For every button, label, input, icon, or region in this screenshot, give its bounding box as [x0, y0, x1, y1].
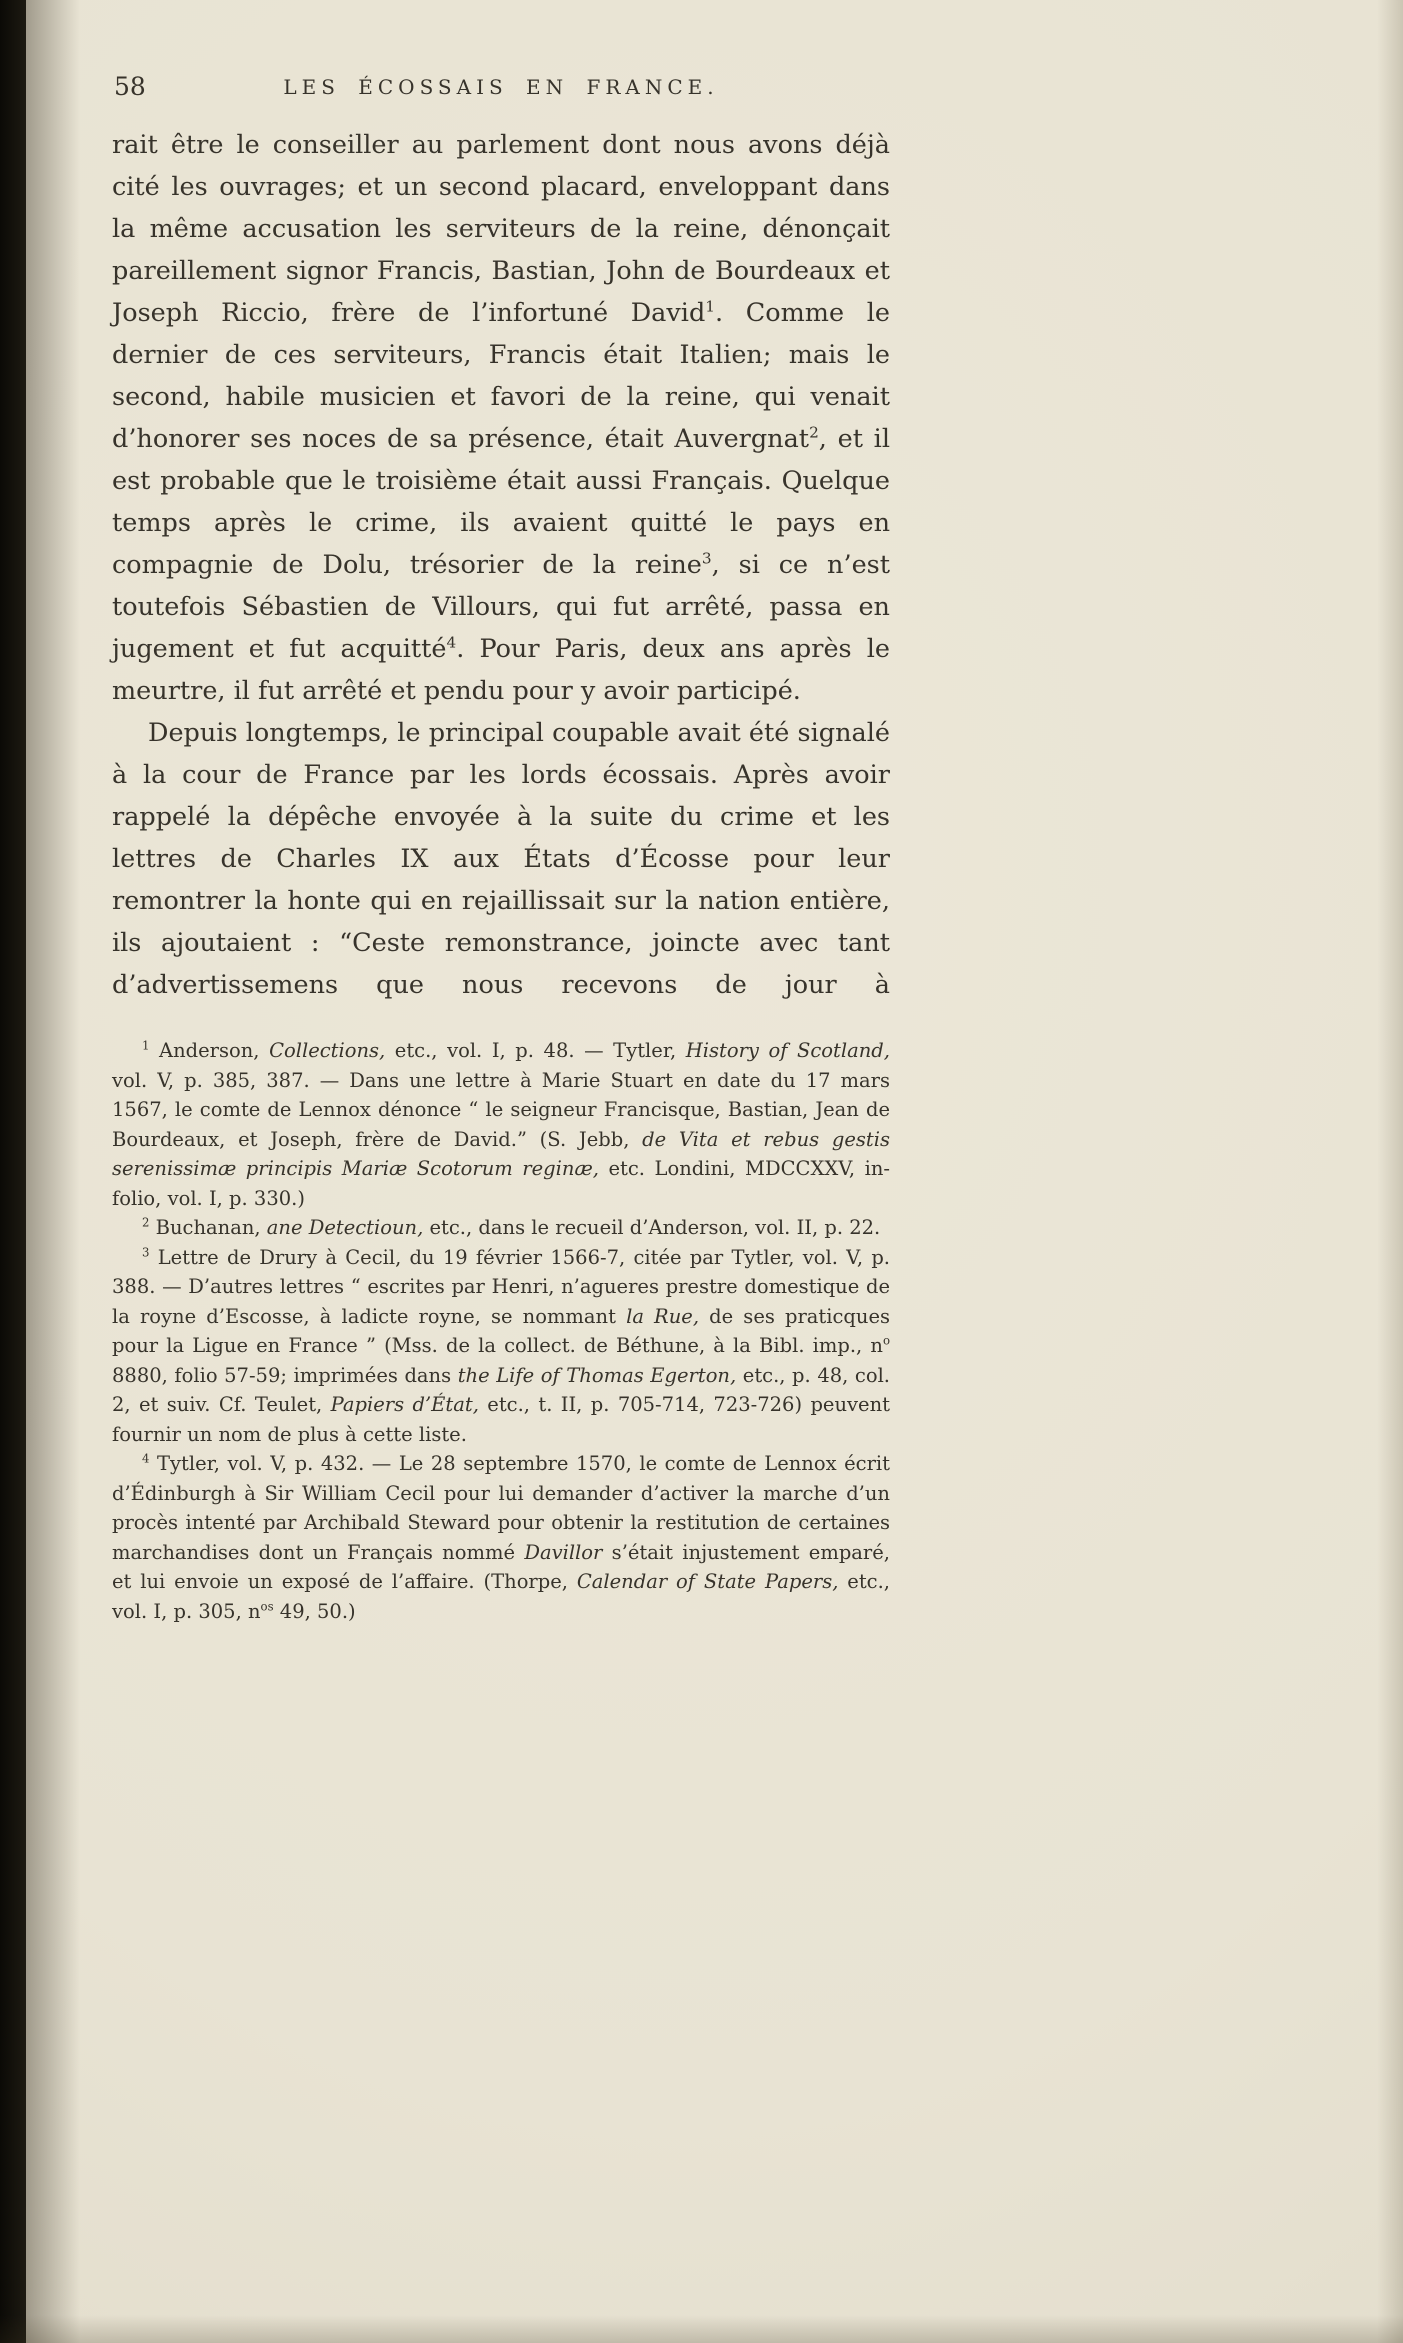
footnote-3: [112, 1243, 890, 1450]
text-run: Buchanan,: [149, 1216, 267, 1239]
text-run: vol. V, p. 385, 387. — Dans une lettre à Marie Stuart en date du 17 mars 1567, le comte de Lennox dénonce “ le seigneur Francisque, Bastian, Jean de Bourdeaux, et Joseph, frère de David.” (S. Jebb,: [112, 1068, 890, 1151]
footnote-marker: 4: [446, 633, 457, 652]
running-title: LES ÉCOSSAIS EN FRANCE.: [283, 75, 719, 99]
text-run: etc., dans le recueil d’Anderson, vol. II, p. 22.: [423, 1216, 881, 1239]
page-header: [112, 0, 890, 110]
italic-run: la Rue,: [626, 1304, 700, 1328]
italic-run: History of Scotland,: [685, 1039, 890, 1062]
text-run: 8880, folio 57-59; imprimées dans: [112, 1363, 458, 1387]
footnote-marker: 2: [142, 1215, 150, 1230]
text-column: [112, 0, 890, 1626]
page-bottom-edge-shadow: [0, 2315, 1403, 2343]
italic-run: ane Detectioun,: [266, 1216, 424, 1239]
main-text: [112, 124, 890, 1006]
italic-run: Collections,: [269, 1039, 386, 1062]
footnote-marker: o: [882, 1333, 890, 1348]
text-run: , et il est probable que le troisième était aussi Français. Quelque temps après le crime, ils avaient quitté le pays en compagnie de Dolu, trésorier de la reine: [112, 424, 890, 580]
page-number: 58: [114, 72, 146, 101]
text-run: , si ce n’est toutefois Sébastien de Villours, qui fut arrêté, passa en jugement et fut acquitté: [112, 550, 890, 664]
book-gutter-band: [0, 0, 26, 2343]
italic-run: de Vita et rebus gestis serenissimæ principis Mariæ Scotorum reginæ,: [112, 1127, 890, 1180]
text-run: 49, 50.): [273, 1599, 356, 1623]
page-right-edge-shadow: [1377, 0, 1403, 2343]
text-run: Anderson,: [149, 1039, 270, 1062]
footnotes: [112, 1036, 890, 1626]
text-run: Depuis longtemps, le principal coupable avait été signalé à la cour de France par les lords écossais. Après avoir rappelé la dépêche envoyée à la suite du crime et les lettres de Charles IX aux États d’Écosse pour leur remontrer la honte qui en rejaillissait sur la nation entière, ils ajoutaient : “Ceste remonstrance, joincte avec tant d’advertissemens que nous recevons de jour à: [112, 718, 890, 1000]
footnote-marker: 1: [142, 1038, 150, 1053]
text-run: Lettre de Drury à Cecil, du 19 février 1566-7, citée par Tytler, vol. V, p. 388. — D’autres lettres “ escrites par Henri, n’agueres prestre domestique de la royne d’Escosse, à ladicte royne, se nommant: [112, 1245, 890, 1328]
footnote-marker: 3: [701, 549, 712, 568]
text-run: etc., p. 48, col. 2, et suiv. Cf. Teulet,: [112, 1363, 890, 1416]
italic-run: Davillor: [524, 1540, 603, 1564]
text-run: . Comme le dernier de ces serviteurs, Francis était Italien; mais le second, habile musicien et favori de la reine, qui venait d’honorer ses noces de sa présence, était Auvergnat: [112, 298, 890, 454]
text-run: etc. Londini, MDCCXXV, in-folio, vol. I, p. 330.): [112, 1157, 891, 1210]
paragraph-2: [112, 712, 890, 1006]
text-run: . Pour Paris, deux ans après le meurtre, il fut arrêté et pendu pour y avoir participé.: [112, 634, 890, 706]
text-run: Tytler, vol. V, p. 432. — Le 28 septembre 1570, le comte de Lennox écrit d’Édinburgh à Sir William Cecil pour lui demander d’activer la marche d’un procès intenté par Archibald Steward pour obtenir la restitution de certaines marchandises dont un Français nommé: [112, 1452, 890, 1564]
text-run: de ses praticques pour la Ligue en France ” (Mss. de la collect. de Béthune, à la Bibl. imp., n: [112, 1304, 890, 1357]
footnote-marker: 4: [142, 1451, 150, 1466]
italic-run: Papiers d’État,: [330, 1393, 479, 1416]
text-run: etc., t. II, p. 705-714, 723-726) peuvent fournir un nom de plus à cette liste.: [112, 1393, 890, 1446]
footnote-marker: 1: [705, 297, 715, 316]
paragraph-1: [112, 124, 890, 712]
book-gutter-shadow: [26, 0, 80, 2343]
italic-run: Calendar of State Papers,: [576, 1570, 839, 1593]
footnote-marker: 3: [142, 1245, 150, 1259]
footnote-4: [112, 1449, 890, 1626]
text-run: s’était injustement emparé, et lui envoie un exposé de l’affaire. (Thorpe,: [112, 1540, 890, 1593]
italic-run: the Life of Thomas Egerton,: [457, 1363, 737, 1387]
text-run: etc., vol. I, p. 48. — Tytler,: [385, 1039, 686, 1062]
text-run: etc., vol. I, p. 305, n: [112, 1570, 890, 1623]
footnote-marker: os: [260, 1599, 274, 1613]
footnote-marker: 2: [809, 423, 819, 442]
text-run: rait être le conseiller au parlement dont nous avons déjà cité les ouvrages; et un second placard, enveloppant dans la même accusation les serviteurs de la reine, dénonçait pareillement signor Francis, Bastian, John de Bourdeaux et Joseph Riccio, frère de l’infortuné David: [112, 130, 890, 328]
footnote-1: [112, 1036, 890, 1213]
footnote-2: [112, 1213, 890, 1243]
